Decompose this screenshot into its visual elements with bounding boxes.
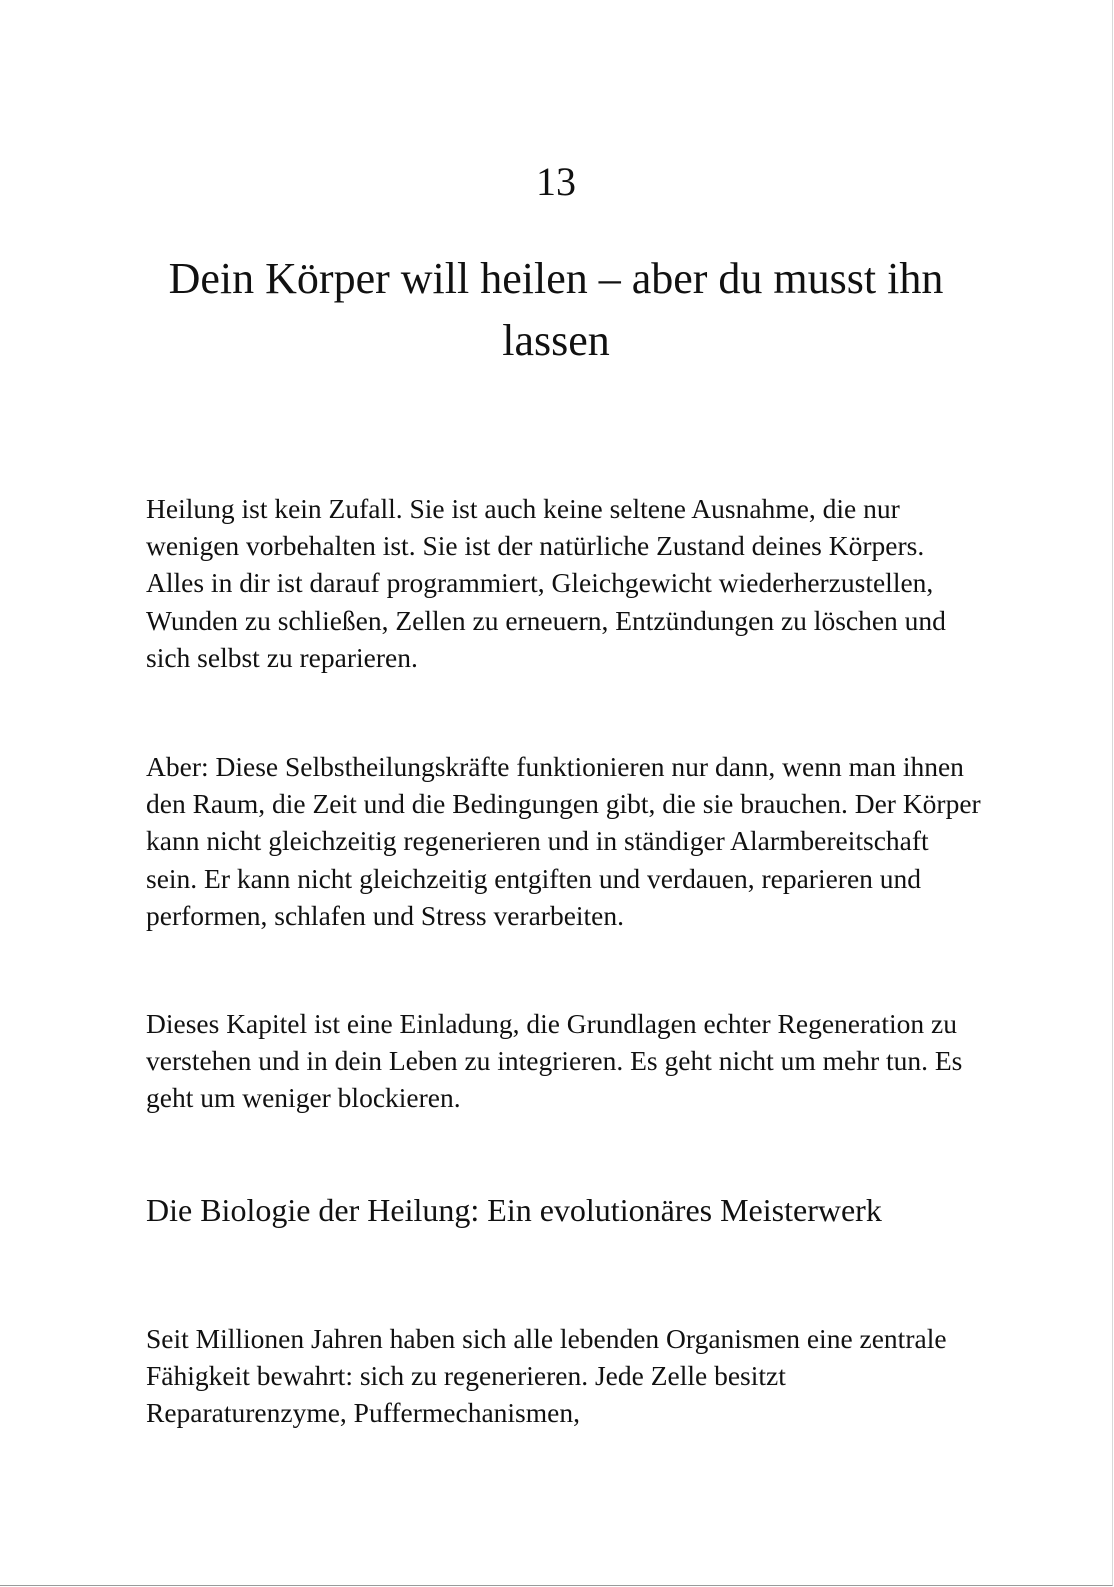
body-paragraph-2: Aber: Diese Selbstheilungskräfte funktionieren nur dann, wenn man ihnen den Raum, die Zeit und die Bedingungen gibt, die sie brauchen. Der Körper kann nicht gleichzeitig regenerieren und in ständiger Alarmbereitschaft sein. Er kann nicht gleichzeitig entgiften und verdauen, reparieren und performen, schlafen und Stress verarbeiten. <box>146 751 981 931</box>
chapter-number: 13 <box>536 159 576 204</box>
chapter-title: Dein Körper will heilen – aber du musst ihn lassen <box>168 254 944 365</box>
body-paragraph-3: Dieses Kapitel ist eine Einladung, die Grundlagen echter Regeneration zu verstehen und in dein Leben zu integrieren. Es geht nicht um mehr tun. Es geht um weniger blockieren. <box>146 1008 963 1114</box>
body-paragraph-1: Heilung ist kein Zufall. Sie ist auch keine seltene Ausnahme, die nur wenigen vorbehalten ist. Sie ist der natürliche Zustand deines Körpers. Alles in dir ist darauf programmiert, Gleichgewicht wiederherzustellen, Wunden zu schließen, Zellen zu erneuern, Entzündungen zu löschen und sich selbst zu reparieren. <box>146 493 946 673</box>
section-paragraph: Seit Millionen Jahren haben sich alle lebenden Organismen eine zentrale Fähigkeit bewahrt: sich zu regenerieren. Jede Zelle besitzt Reparaturenzyme, Puffermechanismen, <box>146 1323 947 1429</box>
section-heading: Die Biologie der Heilung: Ein evolutionäres Meisterwerk <box>146 1192 882 1228</box>
